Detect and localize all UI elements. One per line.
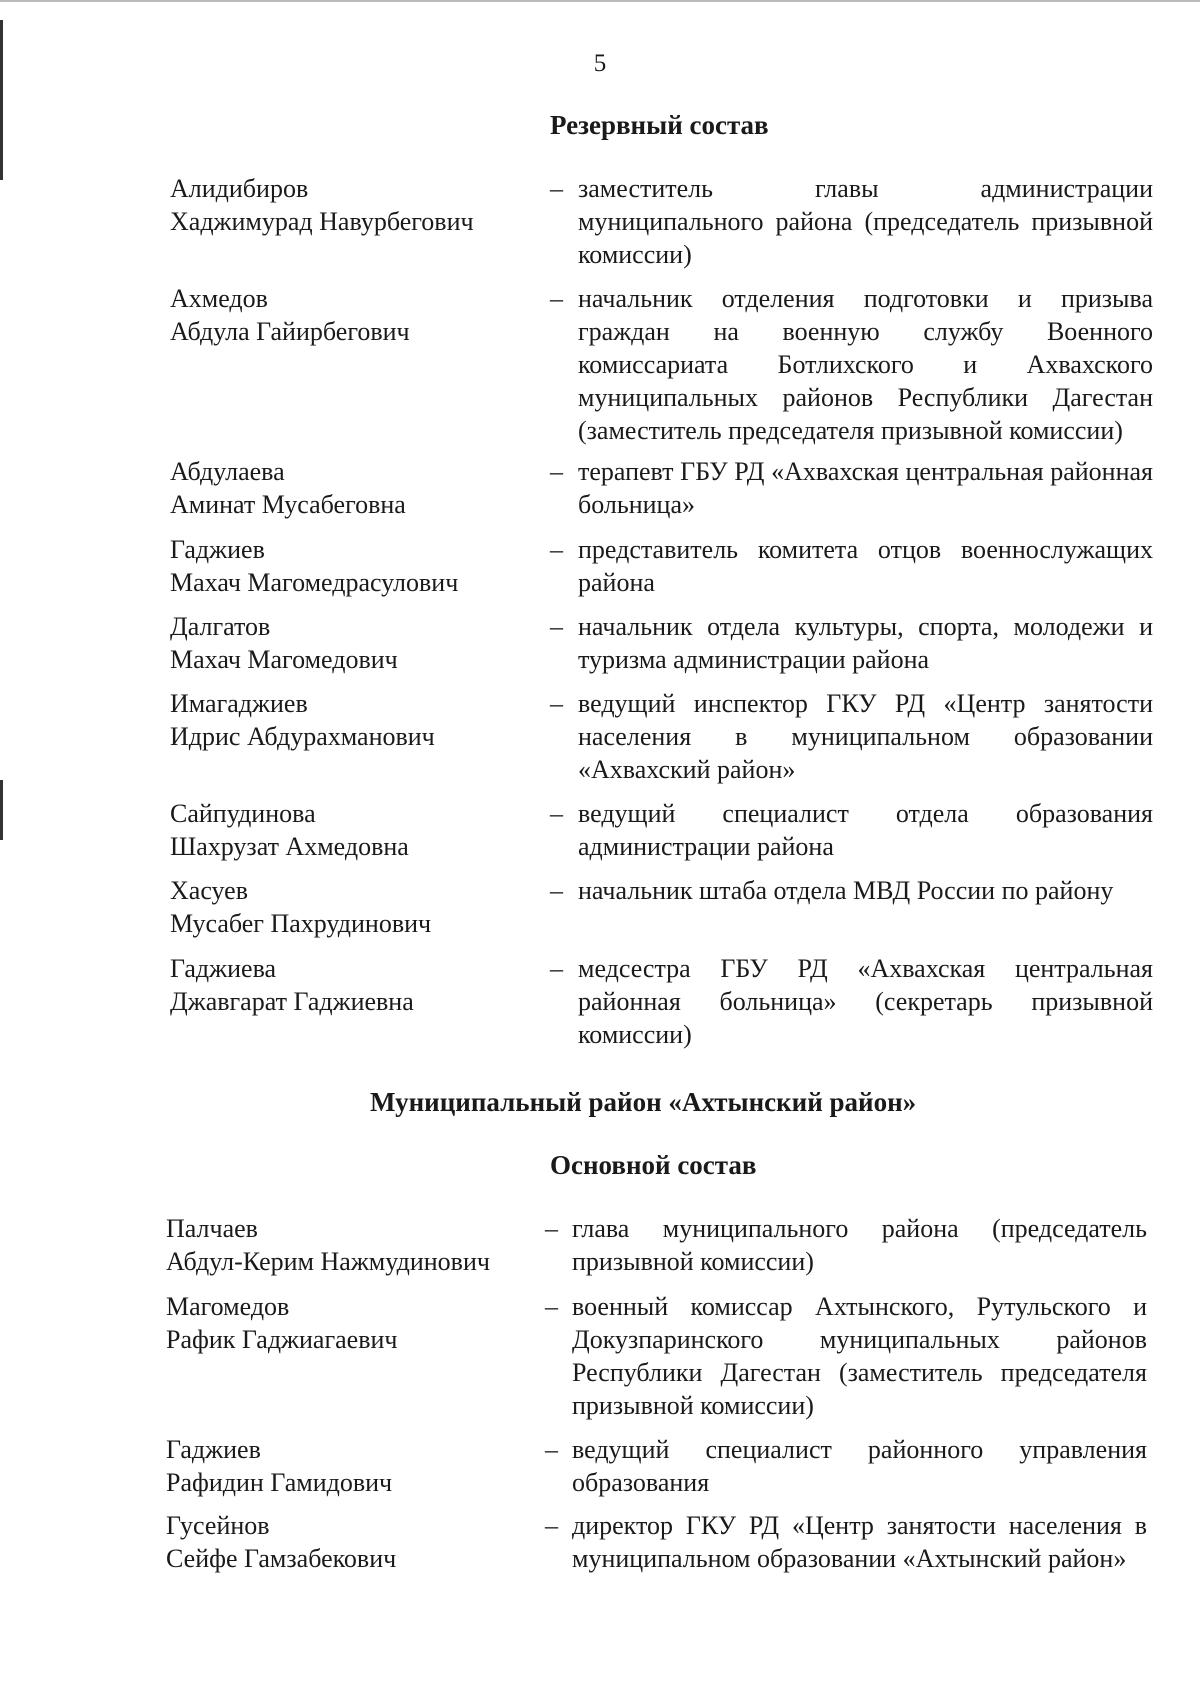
member-name <box>170 455 550 521</box>
dash: – <box>550 954 563 983</box>
member-given-name: Аминат Мусабеговна <box>170 490 406 519</box>
dash: – <box>545 1435 558 1464</box>
member-surname: Сайпудинова <box>170 799 316 828</box>
dash: – <box>550 535 563 564</box>
member-given-name: Мусабег Пахрудинович <box>170 909 432 938</box>
member-given-name: Хаджимурад Навурбегович <box>170 207 474 236</box>
member-given-name: Шахрузат Ахмедовна <box>170 832 409 861</box>
member-surname: Ахмедов <box>170 284 268 313</box>
dash: – <box>545 1214 558 1243</box>
district-heading: Муниципальный район «Ахтынский район» <box>370 1087 917 1117</box>
member-name <box>170 282 550 348</box>
member-given-name: Рафик Гаджиагаевич <box>166 1325 398 1354</box>
member-role: глава муниципального района (председатель призывной комиссии) <box>572 1214 1147 1276</box>
member-name <box>166 1433 546 1499</box>
member-surname: Гаджиев <box>166 1435 261 1464</box>
member-role: ведущий специалист районного управления образования <box>572 1435 1147 1497</box>
member-surname: Гаджиева <box>170 954 277 983</box>
member-name <box>166 1212 546 1278</box>
member-surname: Далгатов <box>170 612 271 641</box>
member-surname: Имагаджиев <box>170 689 308 718</box>
member-given-name: Абдул-Керим Нажмудинович <box>166 1247 490 1276</box>
dash: – <box>550 689 563 718</box>
member-role: терапевт ГБУ РД «Ахвахская центральная районная больница» <box>578 457 1153 519</box>
member-name <box>166 1509 546 1575</box>
member-name <box>170 874 550 940</box>
member-surname: Палчаев <box>166 1214 258 1243</box>
member-given-name: Джавгарат Гаджиевна <box>170 987 414 1016</box>
member-name <box>170 687 550 753</box>
member-role: медсестра ГБУ РД «Ахвахская центральная районная больница» (секретарь призывной комиссии) <box>578 954 1153 1049</box>
member-role: директор ГКУ РД «Центр занятости населения в муниципальном образовании «Ахтынский район» <box>572 1511 1147 1573</box>
dash: – <box>545 1292 558 1321</box>
dash: – <box>545 1511 558 1540</box>
member-name <box>166 1290 546 1356</box>
member-given-name: Махач Магомедович <box>170 645 398 674</box>
member-surname: Магомедов <box>166 1292 290 1321</box>
member-name <box>170 952 550 1018</box>
member-role: начальник отделения подготовки и призыва граждан на военную службу Военного комиссариата Ботлихского и Ахвахского муниципальных районов Республики Дагестан (заместитель председателя призывной комиссии) <box>578 284 1153 445</box>
member-role: представитель комитета отцов военнослужащих района <box>578 535 1153 597</box>
member-role: начальник штаба отдела МВД России по району <box>578 876 1114 905</box>
member-surname: Алидибиров <box>170 174 309 203</box>
section-heading-main: Основной состав <box>550 1150 757 1180</box>
section-heading-reserve: Резервный состав <box>550 110 769 140</box>
scan-left-edge-mark <box>0 20 3 180</box>
page-number: 5 <box>593 50 607 77</box>
member-role: начальник отдела культуры, спорта, молодежи и туризма администрации района <box>578 612 1153 674</box>
member-given-name: Сейфе Гамзабекович <box>166 1544 397 1573</box>
member-name <box>170 610 550 676</box>
member-surname: Гаджиев <box>170 535 265 564</box>
member-name <box>170 533 550 599</box>
dash: – <box>550 612 563 641</box>
member-given-name: Рафидин Гамидович <box>166 1468 393 1497</box>
member-name <box>170 172 550 238</box>
member-role: ведущий инспектор ГКУ РД «Центр занятости населения в муниципальном образовании «Ахвахский район» <box>578 689 1153 784</box>
member-role: военный комиссар Ахтынского, Рутульского и Докузпаринского муниципальных районов Республики Дагестан (заместитель председателя призывной комиссии) <box>572 1292 1147 1420</box>
member-role: заместитель главы администрации муниципального района (председатель призывной комиссии) <box>578 174 1153 269</box>
member-surname: Хасуев <box>170 876 248 905</box>
dash: – <box>550 457 563 486</box>
scan-left-edge-mark <box>0 780 3 840</box>
member-given-name: Абдула Гайирбегович <box>170 317 410 346</box>
member-surname: Абдулаева <box>170 457 285 486</box>
dash: – <box>550 799 563 828</box>
dash: – <box>550 284 563 313</box>
member-surname: Гусейнов <box>166 1511 270 1540</box>
member-name <box>170 797 550 863</box>
member-role: ведущий специалист отдела образования администрации района <box>578 799 1153 861</box>
scan-top-edge <box>0 0 1200 2</box>
member-given-name: Махач Магомедрасулович <box>170 568 459 597</box>
dash: – <box>550 876 563 905</box>
dash: – <box>550 174 563 203</box>
member-given-name: Идрис Абдурахманович <box>170 722 435 751</box>
